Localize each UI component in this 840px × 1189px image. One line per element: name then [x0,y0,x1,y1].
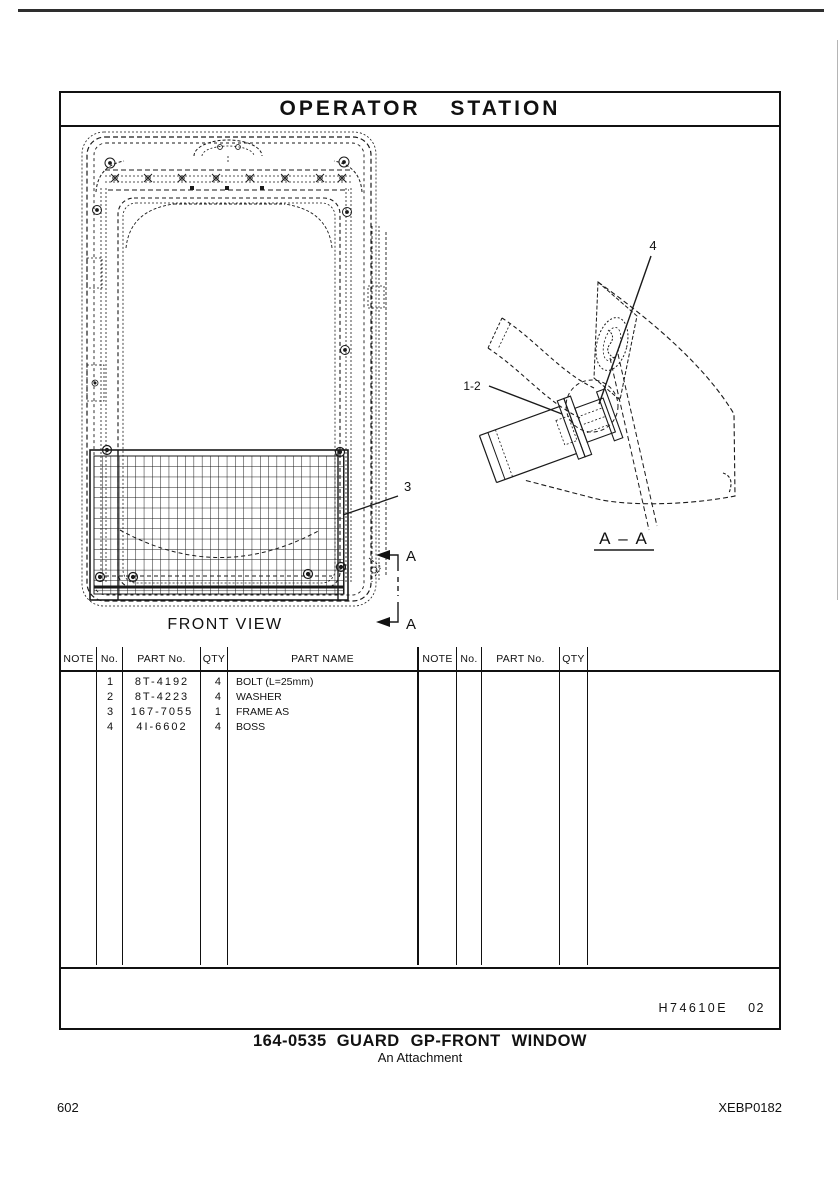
header-no-left: No. [97,647,123,670]
table-rows [61,674,419,734]
footer-band [61,967,779,1028]
table-row [61,704,419,719]
table-row [61,689,419,704]
header-note-left: NOTE [61,647,97,670]
doc-revision: 02 [748,1001,765,1015]
callout-3-label: 3 [404,479,412,494]
page-border-frame [59,91,781,1030]
header-partno-left: PART No. [123,647,201,670]
header-note-right: NOTE [419,647,457,670]
scan-artifact-top [18,9,824,12]
parts-table-header [61,647,779,672]
row-qty: 4 [214,690,221,703]
page-number: 602 [57,1100,79,1115]
row-part-no: 167-7055 [130,705,194,718]
row-part-name: FRAME AS [236,705,290,718]
wiper-arm-tube [488,318,618,432]
scan-artifact-right [837,40,838,600]
bolt-washer-boss-assembly [477,384,624,488]
section-letter-top: A [406,548,417,565]
drawing-area [61,125,779,647]
callout-3 [343,479,411,515]
table-row [61,719,419,734]
front-view-drawing [80,130,430,640]
row-qty: 4 [214,675,221,688]
row-part-no: 4I-6602 [136,720,188,733]
doc-code: H74610E [658,1001,729,1015]
wiper-motor-cover [194,140,262,164]
attachment-note: An Attachment [377,1050,463,1065]
row-no: 3 [106,705,114,718]
mount-bracket [591,282,637,400]
footer-code: XEBP0182 [718,1100,782,1115]
row-no: 1 [106,675,114,688]
header-no-right: No. [457,647,482,670]
section-cut-indicator [376,548,416,633]
callout-1-2 [463,379,562,414]
mesh-guard [90,446,348,601]
row-qty: 4 [214,720,221,733]
header-partname-left: PART NAME [228,647,419,670]
header-qty-left: QTY [201,647,228,670]
document-id [658,1001,765,1015]
callout-1-2-label: 1-2 [463,379,481,393]
row-part-name: WASHER [236,690,282,703]
section-title-label: A – A [599,529,649,548]
parts-table-body [61,672,779,965]
row-part-no: 8T-4223 [134,690,190,703]
page-title: OPERATOR STATION [61,93,779,127]
section-title [594,529,654,550]
row-part-name: BOLT (L=25mm) [236,675,314,688]
table-row [61,674,419,689]
row-qty: 1 [214,705,221,718]
row-part-name: BOSS [236,720,266,733]
post-through-lines [610,354,657,530]
front-view-label: FRONT VIEW [167,616,283,633]
section-letter-bottom: A [406,616,417,633]
side-fasteners [87,206,352,402]
header-partno-right: PART No. [482,647,560,670]
part-number: 164-0535 [252,1032,327,1050]
row-no: 4 [106,720,114,733]
parts-table [61,647,779,967]
section-a-a-drawing [440,230,780,560]
section-arrow-top-icon [376,550,390,560]
section-arrow-bottom-icon [376,617,390,627]
callout-4-label: 4 [649,238,657,253]
header-partname-right [588,647,779,670]
row-part-no: 8T-4192 [134,675,190,688]
part-title-line [0,1032,840,1051]
row-no: 2 [106,690,114,703]
part-title: GUARD GP-FRONT WINDOW [336,1032,587,1050]
header-qty-right: QTY [560,647,588,670]
upper-hinge-band [105,170,352,190]
